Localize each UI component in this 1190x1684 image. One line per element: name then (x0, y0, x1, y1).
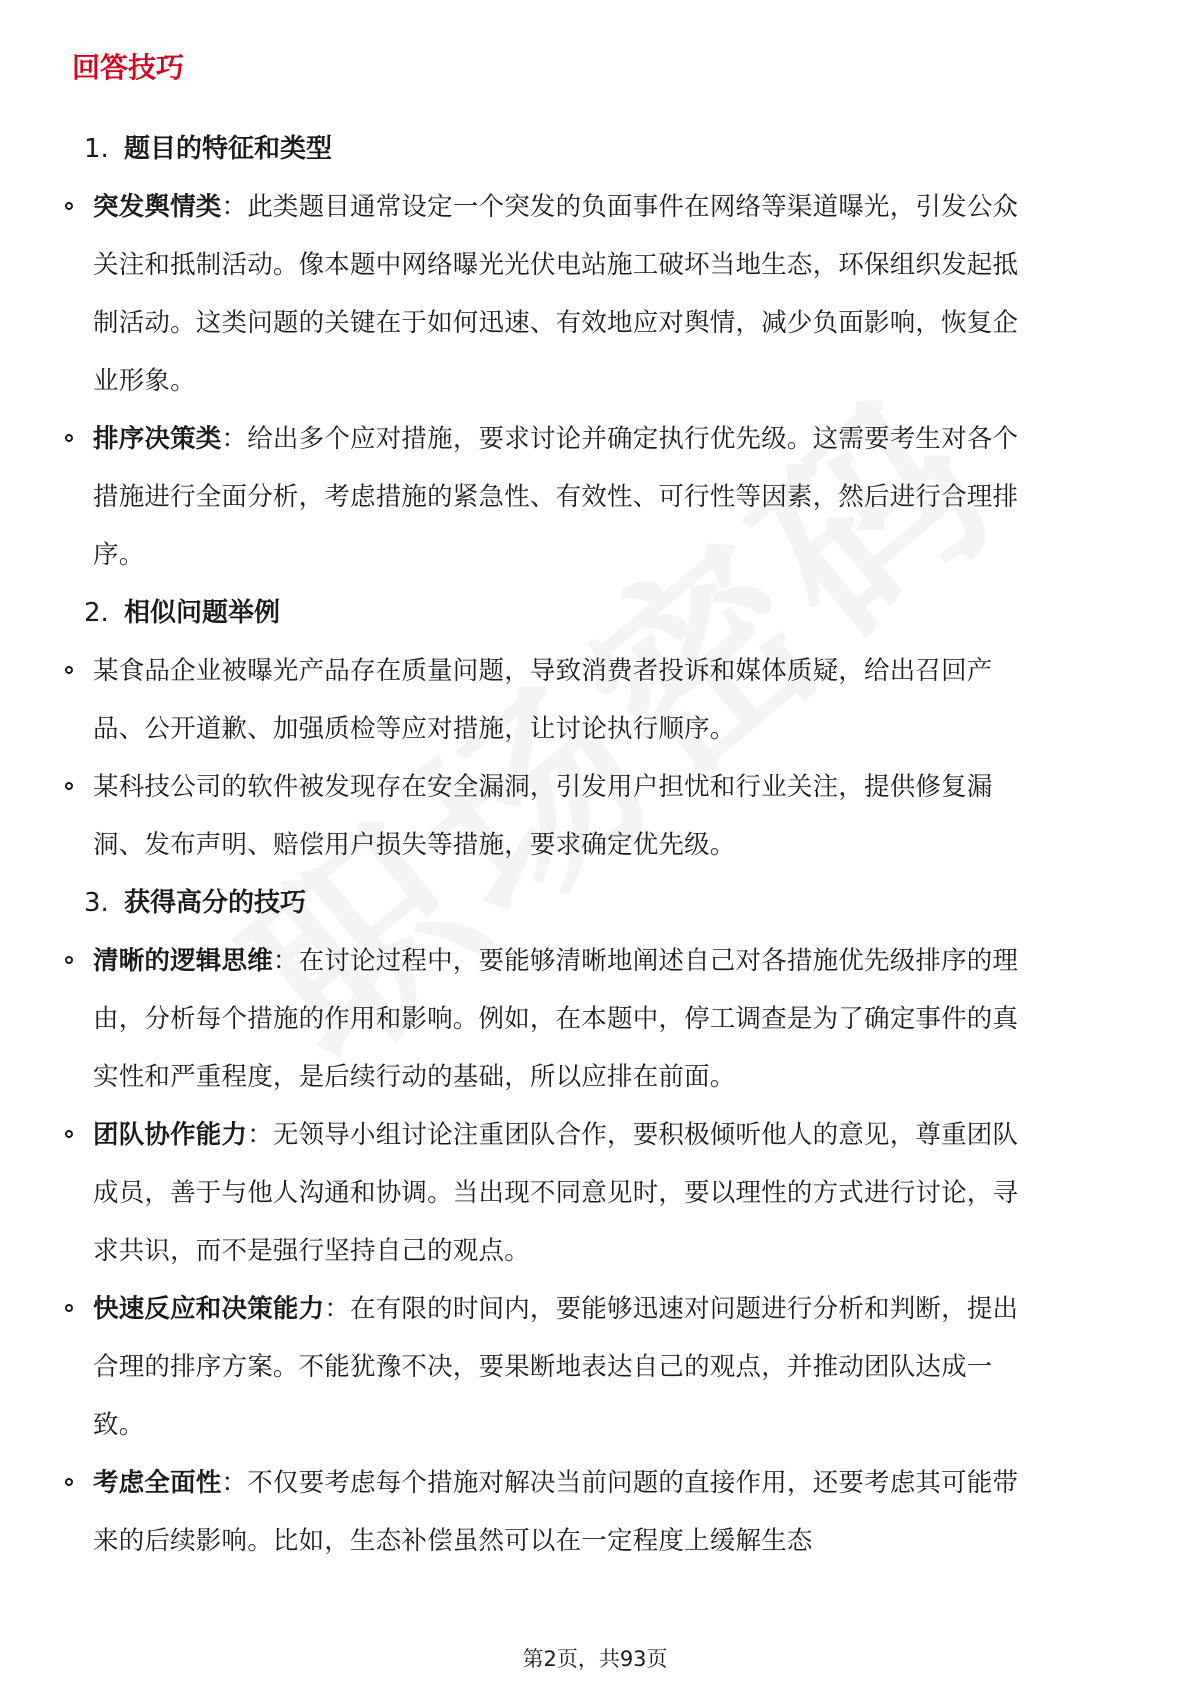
bullet-text: ：无领导小组讨论注重团队合作，要积极倾听他人的意见，尊重团队成员，善于与他人沟通和协调。当出现不同意见时，要以理性的方式进行讨论，寻求共识，而不是强行坚持自己的观点。 (93, 1120, 1019, 1266)
bullet-item (93, 1280, 1026, 1454)
page-number: 第2页，共93页 (522, 1647, 668, 1671)
hollow-circle-bullet-icon (65, 1304, 73, 1312)
bold-term: 清晰的逻辑思维 (93, 946, 273, 976)
numbered-item-title (84, 874, 1114, 932)
bullet-text: 某科技公司的软件被发现存在安全漏洞，引发用户担忧和行业关注，提供修复漏洞、发布声明、赔偿用户损失等措施，要求确定优先级。 (93, 772, 993, 860)
bullet-text: ：在有限的时间内，要能够迅速对问题进行分析和判断，提出合理的排序方案。不能犹豫不决，要果断地表达自己的观点，并推动团队达成一致。 (93, 1294, 1019, 1440)
numbered-item-1 (84, 120, 1114, 178)
hollow-circle-bullet-icon (65, 1478, 73, 1486)
hollow-circle-bullet-icon (65, 434, 73, 442)
bullet-item (93, 1106, 1026, 1280)
bullet-item (93, 642, 1026, 758)
bullet-list (0, 642, 1190, 874)
bullet-item (93, 410, 1026, 584)
bullet-list (0, 178, 1190, 584)
bold-term: 团队协作能力 (93, 1120, 248, 1150)
bullet-list (0, 932, 1190, 1570)
item-title-text: 题目的特征和类型 (124, 134, 333, 164)
item-title-text: 获得高分的技巧 (124, 888, 307, 918)
hollow-circle-bullet-icon (65, 666, 73, 674)
bullet-item (93, 932, 1026, 1106)
numbered-item-3 (84, 874, 1114, 932)
numbered-item-title (84, 584, 1114, 642)
bullet-text: ：此类题目通常设定一个突发的负面事件在网络等渠道曝光，引发公众关注和抵制活动。像本题中网络曝光光伏电站施工破坏当地生态，环保组织发起抵制活动。这类问题的关键在于如何迅速、有效地应对舆情，减少负面影响，恢复企业形象。 (93, 192, 1019, 396)
numbered-item-2 (84, 584, 1114, 642)
bold-term: 突发舆情类 (93, 192, 222, 222)
item-number: 2. (84, 598, 109, 628)
numbered-item-title (84, 120, 1114, 178)
hollow-circle-bullet-icon (65, 1130, 73, 1138)
bullet-item (93, 1454, 1026, 1570)
item-number: 3. (84, 888, 109, 918)
content-body (0, 120, 1190, 1570)
bullet-text: ：给出多个应对措施，要求讨论并确定执行优先级。这需要考生对各个措施进行全面分析，考虑措施的紧急性、有效性、可行性等因素，然后进行合理排序。 (93, 424, 1019, 570)
bullet-item (93, 758, 1026, 874)
hollow-circle-bullet-icon (65, 956, 73, 964)
bullet-text: ：在讨论过程中，要能够清晰地阐述自己对各措施优先级排序的理由，分析每个措施的作用和影响。例如，在本题中，停工调查是为了确定事件的真实性和严重程度，是后续行动的基础，所以应排在前面。 (93, 946, 1019, 1092)
item-title-text: 相似问题举例 (124, 598, 281, 628)
bullet-item (93, 178, 1026, 410)
bullet-text: 某食品企业被曝光产品存在质量问题，导致消费者投诉和媒体质疑，给出召回产品、公开道歉、加强质检等应对措施，让讨论执行顺序。 (93, 656, 993, 744)
bold-term: 快速反应和决策能力 (93, 1294, 325, 1324)
hollow-circle-bullet-icon (65, 202, 73, 210)
item-number: 1. (84, 134, 109, 164)
bullet-text: ：不仅要考虑每个措施对解决当前问题的直接作用，还要考虑其可能带来的后续影响。比如，生态补偿虽然可以在一定程度上缓解生态 (93, 1468, 1019, 1556)
hollow-circle-bullet-icon (65, 782, 73, 790)
bold-term: 考虑全面性 (93, 1468, 222, 1498)
bold-term: 排序决策类 (93, 424, 222, 454)
section-heading: 回答技巧 (72, 51, 185, 84)
